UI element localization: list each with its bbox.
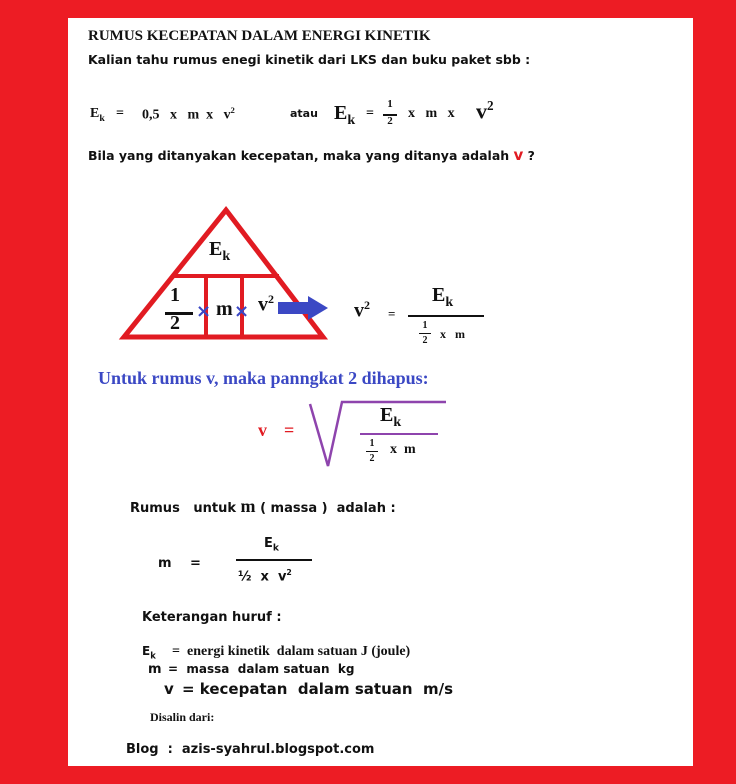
- legend-item-m: m: [148, 662, 162, 677]
- result2-num: $E_k$: [380, 404, 402, 430]
- page-title: RUMUS KECEPATAN DALAM ENERGI KINETIK: [88, 28, 431, 44]
- triangle-v: $v^2$: [258, 292, 274, 316]
- triangle-top-label: $E_k$: [209, 238, 231, 264]
- legend-item-v: v: [164, 680, 174, 698]
- formula-m-eq: =: [190, 556, 201, 571]
- formula-m-den: ½ x $v^2$: [238, 568, 292, 585]
- triangle-frac-den: 2: [170, 312, 180, 334]
- triangle-diagram: [118, 203, 388, 343]
- result2-den-bar: [366, 451, 378, 452]
- legend-item-v-text: = kecepatan dalam satuan m/s: [182, 680, 454, 698]
- blog-link[interactable]: Blog : azis-syahrul.blogspot.com: [126, 742, 375, 757]
- result1-den-bar: [419, 333, 431, 334]
- cross-icon: ×: [196, 301, 212, 322]
- result1-num: $E_k$: [432, 284, 454, 310]
- formula1-lhs: $E_k$: [90, 106, 105, 124]
- result2-den-den: 2: [369, 453, 375, 464]
- intro-text: Kalian tahu rumus enegi kinetik dari LKS dan buku paket sbb :: [88, 52, 531, 67]
- formula-m-lhs: m: [158, 556, 172, 571]
- formula1-atau: atau: [290, 107, 318, 120]
- legend-item-ek: $E_k$: [142, 644, 156, 661]
- result2-den-rest: x m: [390, 442, 416, 457]
- result1-eq: =: [388, 306, 396, 321]
- formula1-lhs2: $E_k$: [334, 102, 356, 128]
- triangle-m: m: [216, 298, 233, 320]
- result2-den-num: 1: [369, 438, 375, 449]
- result1-lhs: $v^2$: [354, 298, 370, 322]
- question-text: Bila yang ditanyakan kecepatan, maka yang ditanya adalah v ?: [88, 146, 535, 164]
- legend-item-ek-text: = energi kinetik dalam satuan J (joule): [172, 644, 411, 659]
- result1-den-num: 1: [422, 320, 428, 331]
- result2-eq: =: [284, 420, 295, 440]
- result2-lhs: v: [258, 420, 267, 440]
- result1-den-rest: x m: [440, 327, 465, 341]
- arrow-icon: [278, 296, 328, 320]
- formula1-eq2: =: [366, 106, 374, 121]
- cross-icon: ×: [234, 301, 250, 322]
- formula1-frac-den: 2: [387, 115, 393, 127]
- result1-frac-bar: [408, 315, 484, 317]
- formula1-body2: x m x: [408, 106, 455, 121]
- legend-item-m-text: = massa dalam satuan kg: [168, 662, 355, 676]
- triangle-frac-num: 1: [170, 284, 180, 306]
- result1-den-den: 2: [422, 335, 428, 346]
- document-sheet: [68, 18, 693, 766]
- disalin-text: Disalin dari:: [150, 710, 215, 724]
- untuk-text: Untuk rumus v, maka panngkat 2 dihapus:: [98, 368, 429, 388]
- formula-m-bar: [236, 559, 312, 561]
- massa-text: Rumus untuk m ( massa ) adalah :: [130, 496, 396, 516]
- keterangan-heading: Keterangan huruf :: [142, 610, 282, 625]
- formula1-eq: =: [116, 106, 124, 121]
- formula-m-num: $E_k$: [264, 536, 279, 554]
- formula1-v: $v^2$: [476, 98, 494, 124]
- sqrt-icon: [308, 398, 448, 470]
- formula1-body: 0,5 x m x $v^2$: [142, 106, 235, 123]
- formula1-frac-num: 1: [387, 98, 393, 110]
